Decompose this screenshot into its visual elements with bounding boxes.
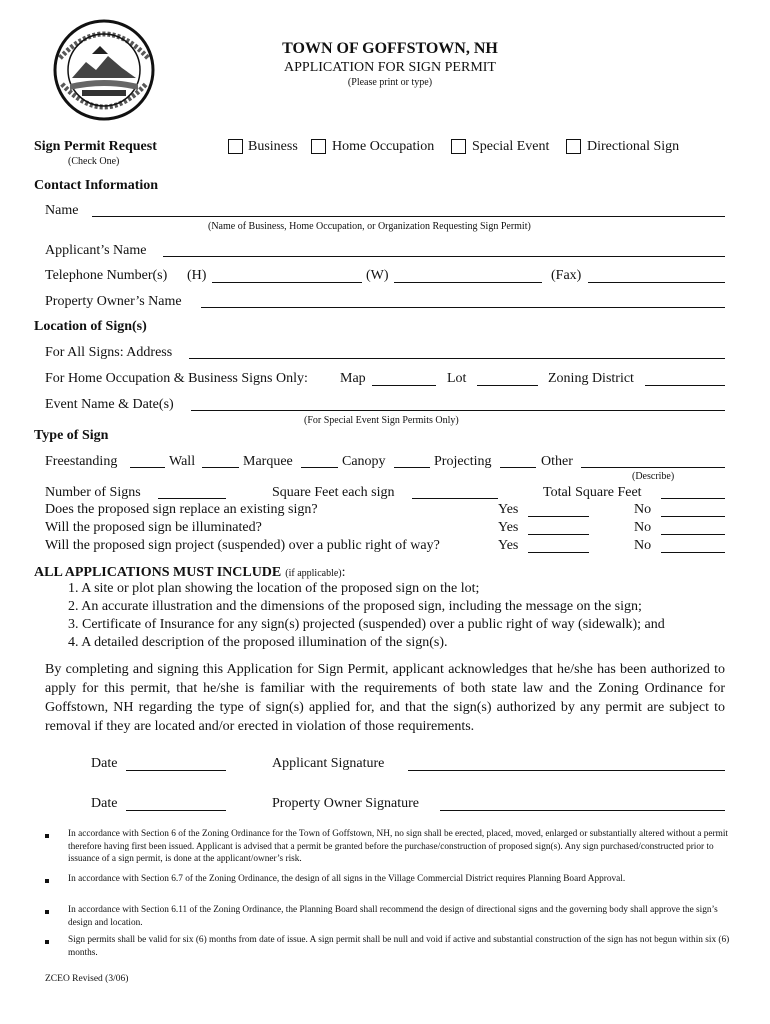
other-field[interactable]: [581, 467, 725, 468]
replace-question: Does the proposed sign replace an existing sign?: [45, 502, 318, 517]
requirement-item: 2. An accurate illustration and the dimensions of the proposed sign, including the message on the sign;: [68, 599, 642, 614]
applicant-signature-field[interactable]: [408, 770, 725, 771]
home-phone-field[interactable]: [212, 282, 362, 283]
property-owner-label: Property Owner’s Name: [45, 294, 182, 309]
name-field[interactable]: [92, 216, 725, 217]
special-event-option-label: Special Event: [472, 139, 550, 154]
marquee-field[interactable]: [301, 467, 338, 468]
lot-label: Lot: [447, 371, 467, 386]
project-yes-field[interactable]: [528, 552, 589, 553]
note-item: Sign permits shall be valid for six (6) months from date of issue. A sign permit shall be null and void if active and substantial construction of the sign has not begun within six (6) months.: [68, 935, 730, 958]
map-label: Map: [340, 371, 366, 386]
directional-sign-checkbox[interactable]: [566, 139, 581, 154]
illuminated-yes-field[interactable]: [528, 534, 589, 535]
fax-field[interactable]: [588, 282, 725, 283]
home-phone-label: (H): [187, 268, 207, 283]
map-field[interactable]: [372, 385, 436, 386]
check-one-hint: (Check One): [68, 156, 120, 167]
applicant-name-field[interactable]: [163, 256, 725, 257]
business-option-label: Business: [248, 139, 298, 154]
event-name-label: Event Name & Date(s): [45, 397, 174, 412]
owner-signature-field[interactable]: [440, 810, 725, 811]
owner-date-field[interactable]: [126, 810, 226, 811]
event-hint: (For Special Event Sign Permits Only): [304, 415, 459, 426]
print-instruction: (Please print or type): [347, 77, 433, 88]
project-question: Will the proposed sign project (suspended) over a public right of way?: [45, 538, 440, 553]
town-seal-graphic: [52, 18, 156, 122]
revision-footer: ZCEO Revised (3/06): [45, 974, 129, 984]
form-title: TOWN OF GOFFSTOWN, NH: [282, 40, 498, 57]
owner-date-label: Date: [91, 796, 118, 811]
type-of-sign-heading: Type of Sign: [34, 428, 109, 443]
requirements-heading-row: [34, 563, 346, 581]
project-no-label: No: [634, 538, 652, 553]
bullet-icon: [45, 879, 49, 883]
work-phone-label: (W): [366, 268, 389, 283]
wall-label: Wall: [169, 454, 196, 469]
number-of-signs-label: Number of Signs: [45, 485, 141, 500]
telephone-label: Telephone Number(s): [45, 268, 168, 283]
zoning-district-field[interactable]: [645, 385, 725, 386]
address-field[interactable]: [189, 358, 725, 359]
contact-heading: Contact Information: [34, 178, 159, 193]
form-subtitle: APPLICATION FOR SIGN PERMIT: [284, 60, 496, 75]
projecting-label: Projecting: [434, 454, 492, 469]
property-owner-field[interactable]: [201, 307, 725, 308]
canopy-field[interactable]: [394, 467, 430, 468]
work-phone-field[interactable]: [394, 282, 542, 283]
sqft-each-field[interactable]: [412, 498, 498, 499]
wall-field[interactable]: [202, 467, 239, 468]
replace-yes-field[interactable]: [528, 516, 589, 517]
requirement-item: 1. A site or plot plan showing the location of the proposed sign on the lot;: [68, 581, 480, 596]
replace-no-field[interactable]: [661, 516, 725, 517]
requirements-heading-note: (if applicable): [285, 568, 342, 579]
applicant-date-label: Date: [91, 756, 118, 771]
lot-field[interactable]: [477, 385, 538, 386]
sign-permit-request-label: Sign Permit Request: [34, 139, 157, 154]
marquee-label: Marquee: [243, 454, 293, 469]
bullet-icon: [45, 834, 49, 838]
event-name-field[interactable]: [191, 410, 725, 411]
address-label: For All Signs: Address: [45, 345, 173, 360]
bullet-icon: [45, 940, 49, 944]
note-item: In accordance with Section 6.11 of the Zoning Ordinance, the Planning Board shall recommend the design of directional signs and the governing body shall approve the sign’s design and location.: [68, 905, 718, 928]
illuminated-no-label: No: [634, 520, 652, 535]
home-occupation-option-label: Home Occupation: [332, 139, 435, 154]
home-occupation-checkbox[interactable]: [311, 139, 326, 154]
freestanding-label: Freestanding: [45, 454, 118, 469]
total-sqft-label: Total Square Feet: [543, 485, 642, 500]
illuminated-question: Will the proposed sign be illuminated?: [45, 520, 262, 535]
owner-signature-label: Property Owner Signature: [272, 796, 419, 811]
special-event-checkbox[interactable]: [451, 139, 466, 154]
town-seal: [52, 18, 156, 122]
requirements-heading-colon: :: [341, 565, 346, 580]
note-item: In accordance with Section 6 of the Zoning Ordinance for the Town of Goffstown, NH, no sign shall be erected, placed, moved, enlarged or substantially altered without a permit therefore having first been issued. Applicant is advised that a permit be granted before the purchase/construction of proposed sign(s). Any sign purchased/constructed prior to issuance of a sign permit, is done at the applicant/owner’s risk.: [68, 829, 729, 864]
directional-sign-option-label: Directional Sign: [587, 139, 680, 154]
sqft-each-label: Square Feet each sign: [272, 485, 395, 500]
requirements-heading: ALL APPLICATIONS MUST INCLUDE: [34, 565, 282, 580]
bullet-icon: [45, 910, 49, 914]
projecting-field[interactable]: [500, 467, 536, 468]
zoning-district-label: Zoning District: [548, 371, 634, 386]
requirement-item: 4. A detailed description of the proposed illumination of the sign(s).: [68, 635, 448, 650]
replace-yes-label: Yes: [498, 502, 519, 517]
freestanding-field[interactable]: [130, 467, 165, 468]
applicant-name-label: Applicant’s Name: [45, 243, 147, 258]
applicant-date-field[interactable]: [126, 770, 226, 771]
name-hint: (Name of Business, Home Occupation, or Organization Requesting Sign Permit): [208, 221, 531, 232]
applicant-signature-label: Applicant Signature: [272, 756, 385, 771]
fax-label: (Fax): [551, 268, 582, 283]
replace-no-label: No: [634, 502, 652, 517]
illuminated-yes-label: Yes: [498, 520, 519, 535]
business-checkbox[interactable]: [228, 139, 243, 154]
describe-hint: (Describe): [632, 471, 675, 482]
name-label: Name: [45, 203, 79, 218]
note-item: In accordance with Section 6.7 of the Zoning Ordinance, the design of all signs in the Village Commercial District requires Planning Board Approval.: [68, 874, 626, 884]
location-heading: Location of Sign(s): [34, 319, 147, 334]
total-sqft-field[interactable]: [661, 498, 725, 499]
other-label: Other: [541, 454, 573, 469]
requirement-item: 3. Certificate of Insurance for any sign(s) projected (suspended) over a public right of way (sidewalk); and: [68, 617, 665, 632]
project-yes-label: Yes: [498, 538, 519, 553]
illuminated-no-field[interactable]: [661, 534, 725, 535]
project-no-field[interactable]: [661, 552, 725, 553]
number-of-signs-field[interactable]: [158, 498, 226, 499]
home-business-label: For Home Occupation & Business Signs Only:: [45, 371, 308, 386]
acknowledgement-paragraph: By completing and signing this Application for Sign Permit, applicant acknowledges that he/she has been authorized to apply for this permit, that he/she is familiar with the requirements of both state law and the Zoning Ordinance for Goffstown, NH regarding the type of sign(s) applied for, and that the sign(s) authorized by any permit are subject to removal if they are located and/or erected in violation of those requirements.: [45, 662, 725, 734]
canopy-label: Canopy: [342, 454, 386, 469]
